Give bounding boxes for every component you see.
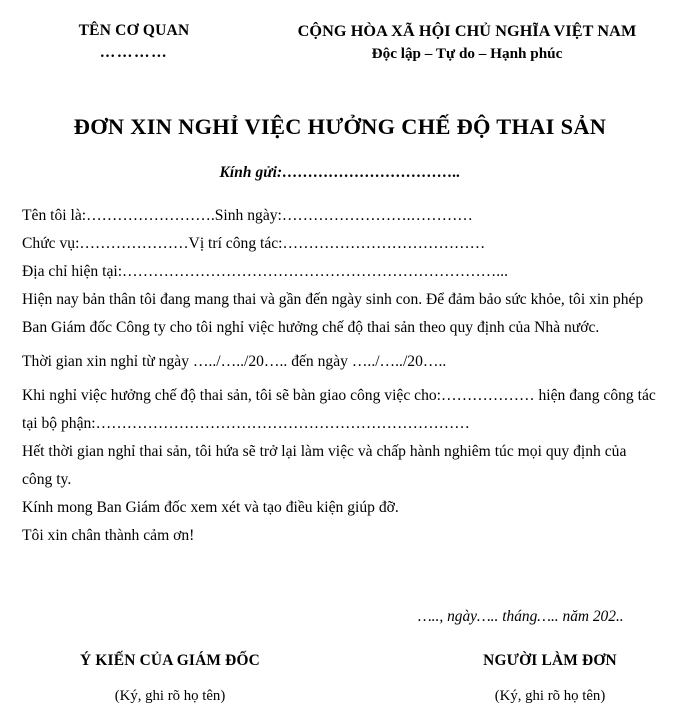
addressee-line: Kính gửi:……………………………..	[219, 164, 461, 182]
paragraph-pregnancy-request: Hiện nay bản thân tôi đang mang thai và gần đến ngày sinh con. Để đảm bảo sức khỏe, tôi xin phép Ban Giám đốc Công ty cho tôi nghỉ việc hưởng chế độ thai sản theo quy định của Nhà nước.	[22, 291, 644, 337]
paragraph-leave-period: Thời gian xin nghỉ từ ngày …../…../20….. đến ngày …../…../20…..	[22, 353, 447, 371]
header-organization-block	[0, 20, 268, 65]
applicant-signature-instruction: (Ký, ghi rõ họ tên)	[494, 688, 606, 704]
field-name-and-birthdate: Tên tôi là:…………………….Sinh ngày:…………………….…………	[22, 207, 473, 225]
signature-block-applicant	[362, 652, 680, 705]
applicant-title: NGƯỜI LÀM ĐƠN	[483, 652, 617, 669]
document-header	[0, 0, 680, 66]
signature-row	[0, 652, 680, 705]
paragraph-thanks: Tôi xin chân thành cảm ơn!	[22, 527, 195, 545]
director-signature-instruction: (Ký, ghi rõ họ tên)	[114, 688, 226, 704]
paragraph-request-approval: Kính mong Ban Giám đốc xem xét và tạo điều kiện giúp đỡ.	[22, 499, 399, 517]
organization-name-placeholder-dots: …………	[99, 44, 169, 62]
date-place-line: ….., ngày….. tháng….. năm 202..	[418, 608, 624, 625]
field-current-address: Địa chỉ hiện tại:………………………………………………………………...	[22, 263, 508, 281]
field-position-and-workplace: Chức vụ:…………………Vị trí công tác:…………………………………	[22, 235, 486, 253]
paragraph-work-handover: Khi nghỉ việc hưởng chế độ thai sản, tôi sẽ bàn giao công việc cho:……………… hiện đang công tác tại bộ phận:………………………………………………………………	[22, 387, 656, 433]
paragraph-return-commitment: Hết thời gian nghỉ thai sản, tôi hứa sẽ trở lại làm việc và chấp hành nghiêm túc mọi quy định của công ty.	[22, 443, 627, 489]
document-body	[0, 202, 680, 550]
national-motto: Độc lập – Tự do – Hạnh phúc	[371, 45, 563, 63]
header-national-block	[268, 20, 680, 66]
national-title: CỘNG HÒA XÃ HỘI CHỦ NGHĨA VIỆT NAM	[297, 22, 637, 40]
director-opinion-title: Ý KIẾN CỦA GIÁM ĐỐC	[80, 652, 260, 669]
organization-name: TÊN CƠ QUAN	[78, 22, 190, 39]
page-title: ĐƠN XIN NGHỈ VIỆC HƯỞNG CHẾ ĐỘ THAI SẢN	[73, 114, 607, 140]
signature-block-director	[0, 652, 362, 705]
